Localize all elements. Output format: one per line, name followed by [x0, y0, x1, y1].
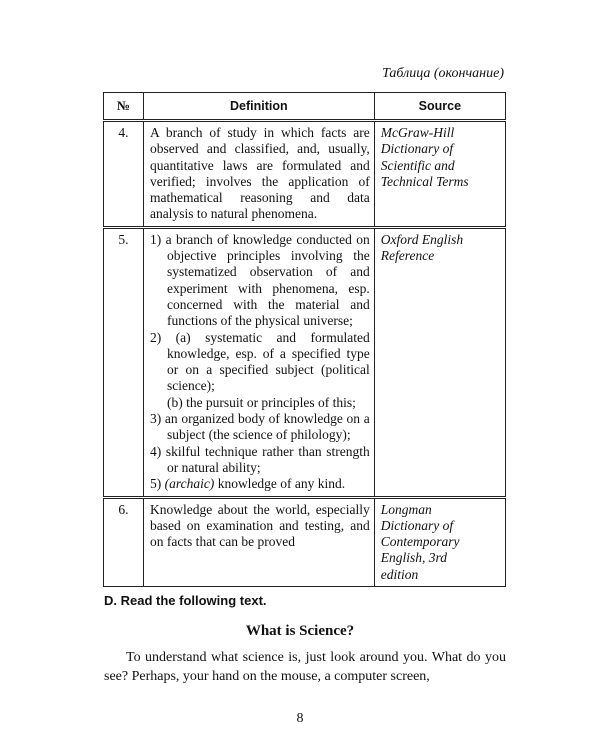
source-line: Technical Terms: [380, 173, 469, 189]
definition-subitem: (b) the pursuit or principles of this;: [166, 394, 356, 410]
source-line: Dictionary of: [380, 141, 454, 157]
row-number: 6.: [104, 497, 144, 586]
source-line: English, 3rd: [380, 550, 447, 566]
table-row: [104, 227, 506, 497]
row-source: [374, 227, 505, 497]
row-number: 4.: [104, 121, 144, 228]
row-source: [374, 121, 505, 228]
section-heading: D. Read the following text.: [104, 593, 267, 608]
definition-item: 2) (a) systematic and formulated knowledge, esp. of a specified type or on a specified subject (political science);: [149, 329, 370, 394]
source-line: Longman: [380, 501, 432, 517]
text-title: What is Science?: [245, 623, 355, 639]
definition-item: 3) an organized body of knowledge on a subject (the science of philology);: [149, 411, 370, 443]
definitions-table: [103, 92, 506, 587]
row-source: [374, 497, 505, 586]
row-definition: [143, 227, 374, 497]
definition-item: 4) skilful technique rather than strength or natural ability;: [149, 443, 370, 475]
page-number: 8: [296, 711, 304, 726]
item-number: 5): [149, 476, 165, 492]
header-definition: Definition: [143, 93, 374, 121]
source-line: Contemporary: [380, 534, 460, 550]
definition-item: [150, 476, 370, 492]
source-line: Dictionary of: [380, 517, 454, 533]
item-text: knowledge of any kind.: [214, 476, 346, 492]
body-paragraph: To understand what science is, just look around you. What do you see? Perhaps, your hand on the mouse, a computer screen,: [104, 650, 506, 684]
source-line: McGraw-Hill: [380, 125, 455, 140]
table-header-row: [104, 93, 506, 121]
source-line: Oxford English: [380, 231, 464, 247]
table-row: [104, 121, 506, 228]
row-definition: Knowledge about the world, especially based on examination and testing, and on facts that can be proved: [143, 497, 374, 586]
source-line: Reference: [380, 248, 435, 264]
header-source: Source: [374, 93, 505, 121]
definition-item: 1) a branch of knowledge conducted on objective principles involving the systematized observation of and experiment with phenomena, esp. concerned with the material and functions of the physical universe;: [149, 231, 370, 329]
item-archaic-label: (archaic): [164, 476, 215, 492]
row-definition: A branch of study in which facts are observed and classified, and, usually, quantitative laws are formulated and verified; involves the application of mathematical reasoning and data analysis to natural phenomena.: [143, 121, 374, 228]
header-number: №: [104, 93, 144, 121]
definition-list: [150, 232, 370, 493]
source-line: Scientific and: [380, 157, 455, 173]
row-number: 5.: [104, 227, 144, 497]
source-line: edition: [380, 566, 419, 582]
table-caption: Таблица (окончание): [382, 66, 504, 81]
table-row: [104, 497, 506, 586]
definition-item: [150, 395, 370, 411]
